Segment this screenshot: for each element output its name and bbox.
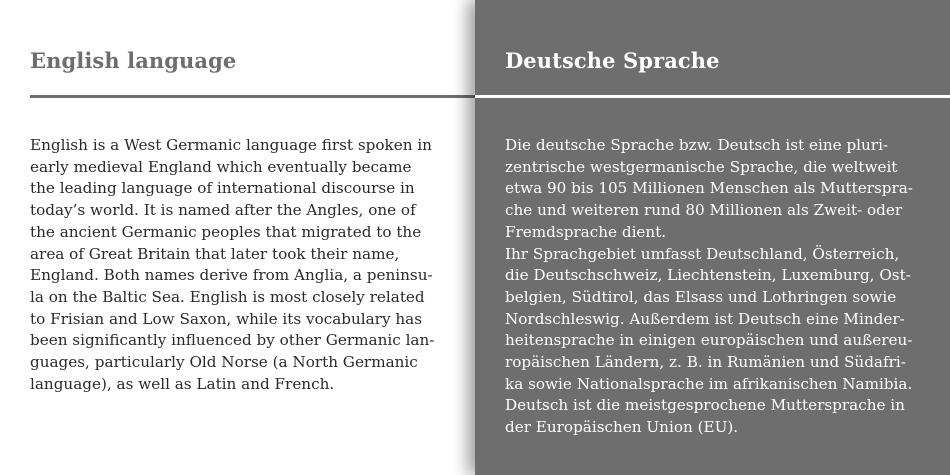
english-body-text: English is a West Germanic language first spoken in early medieval England which eventually became the leading language of international discourse in today’s world. It is named after the Angles, one of the ancient Germanic peoples that migrated to the area of Great Britain that later took their name, England. Both names derive from Anglia, a peninsu- la on the Baltic Sea. English is most closely related to Frisian and Low Saxon, while its vocabulary has been significantly influenced by other Germanic lan- guages, particularly Old Norse (a North Germanic language), as well as Latin and French. <box>30 136 435 393</box>
english-divider <box>30 95 475 98</box>
german-title: Deutsche Sprache <box>505 48 720 73</box>
english-title: English language <box>30 48 237 73</box>
german-divider <box>475 95 950 98</box>
german-panel <box>475 0 950 475</box>
german-body-text: Die deutsche Sprache bzw. Deutsch ist eine pluri- zentrische westgermanische Sprache, die weltweit etwa 90 bis 105 Millionen Menschen als Mutterspra- che und weiteren rund 80 Millionen als Zweit- oder Fremdsprache dient. Ihr Sprachgebiet umfasst Deutschland, Österreich, die Deutschschweiz, Liechtenstein, Luxemburg, Ost- belgien, Südtirol, das Elsass und Lothringen sowie Nordschleswig. Außerdem ist Deutsch eine Minder- heitensprache in einigen europäischen und außereu- ropäischen Ländern, z. B. in Rumänien und Südafri- ka sowie Nationalsprache im afrikanischen Namibia. Deutsch ist die meistgesprochene Muttersprache in der Europäischen Union (EU). <box>505 136 913 437</box>
